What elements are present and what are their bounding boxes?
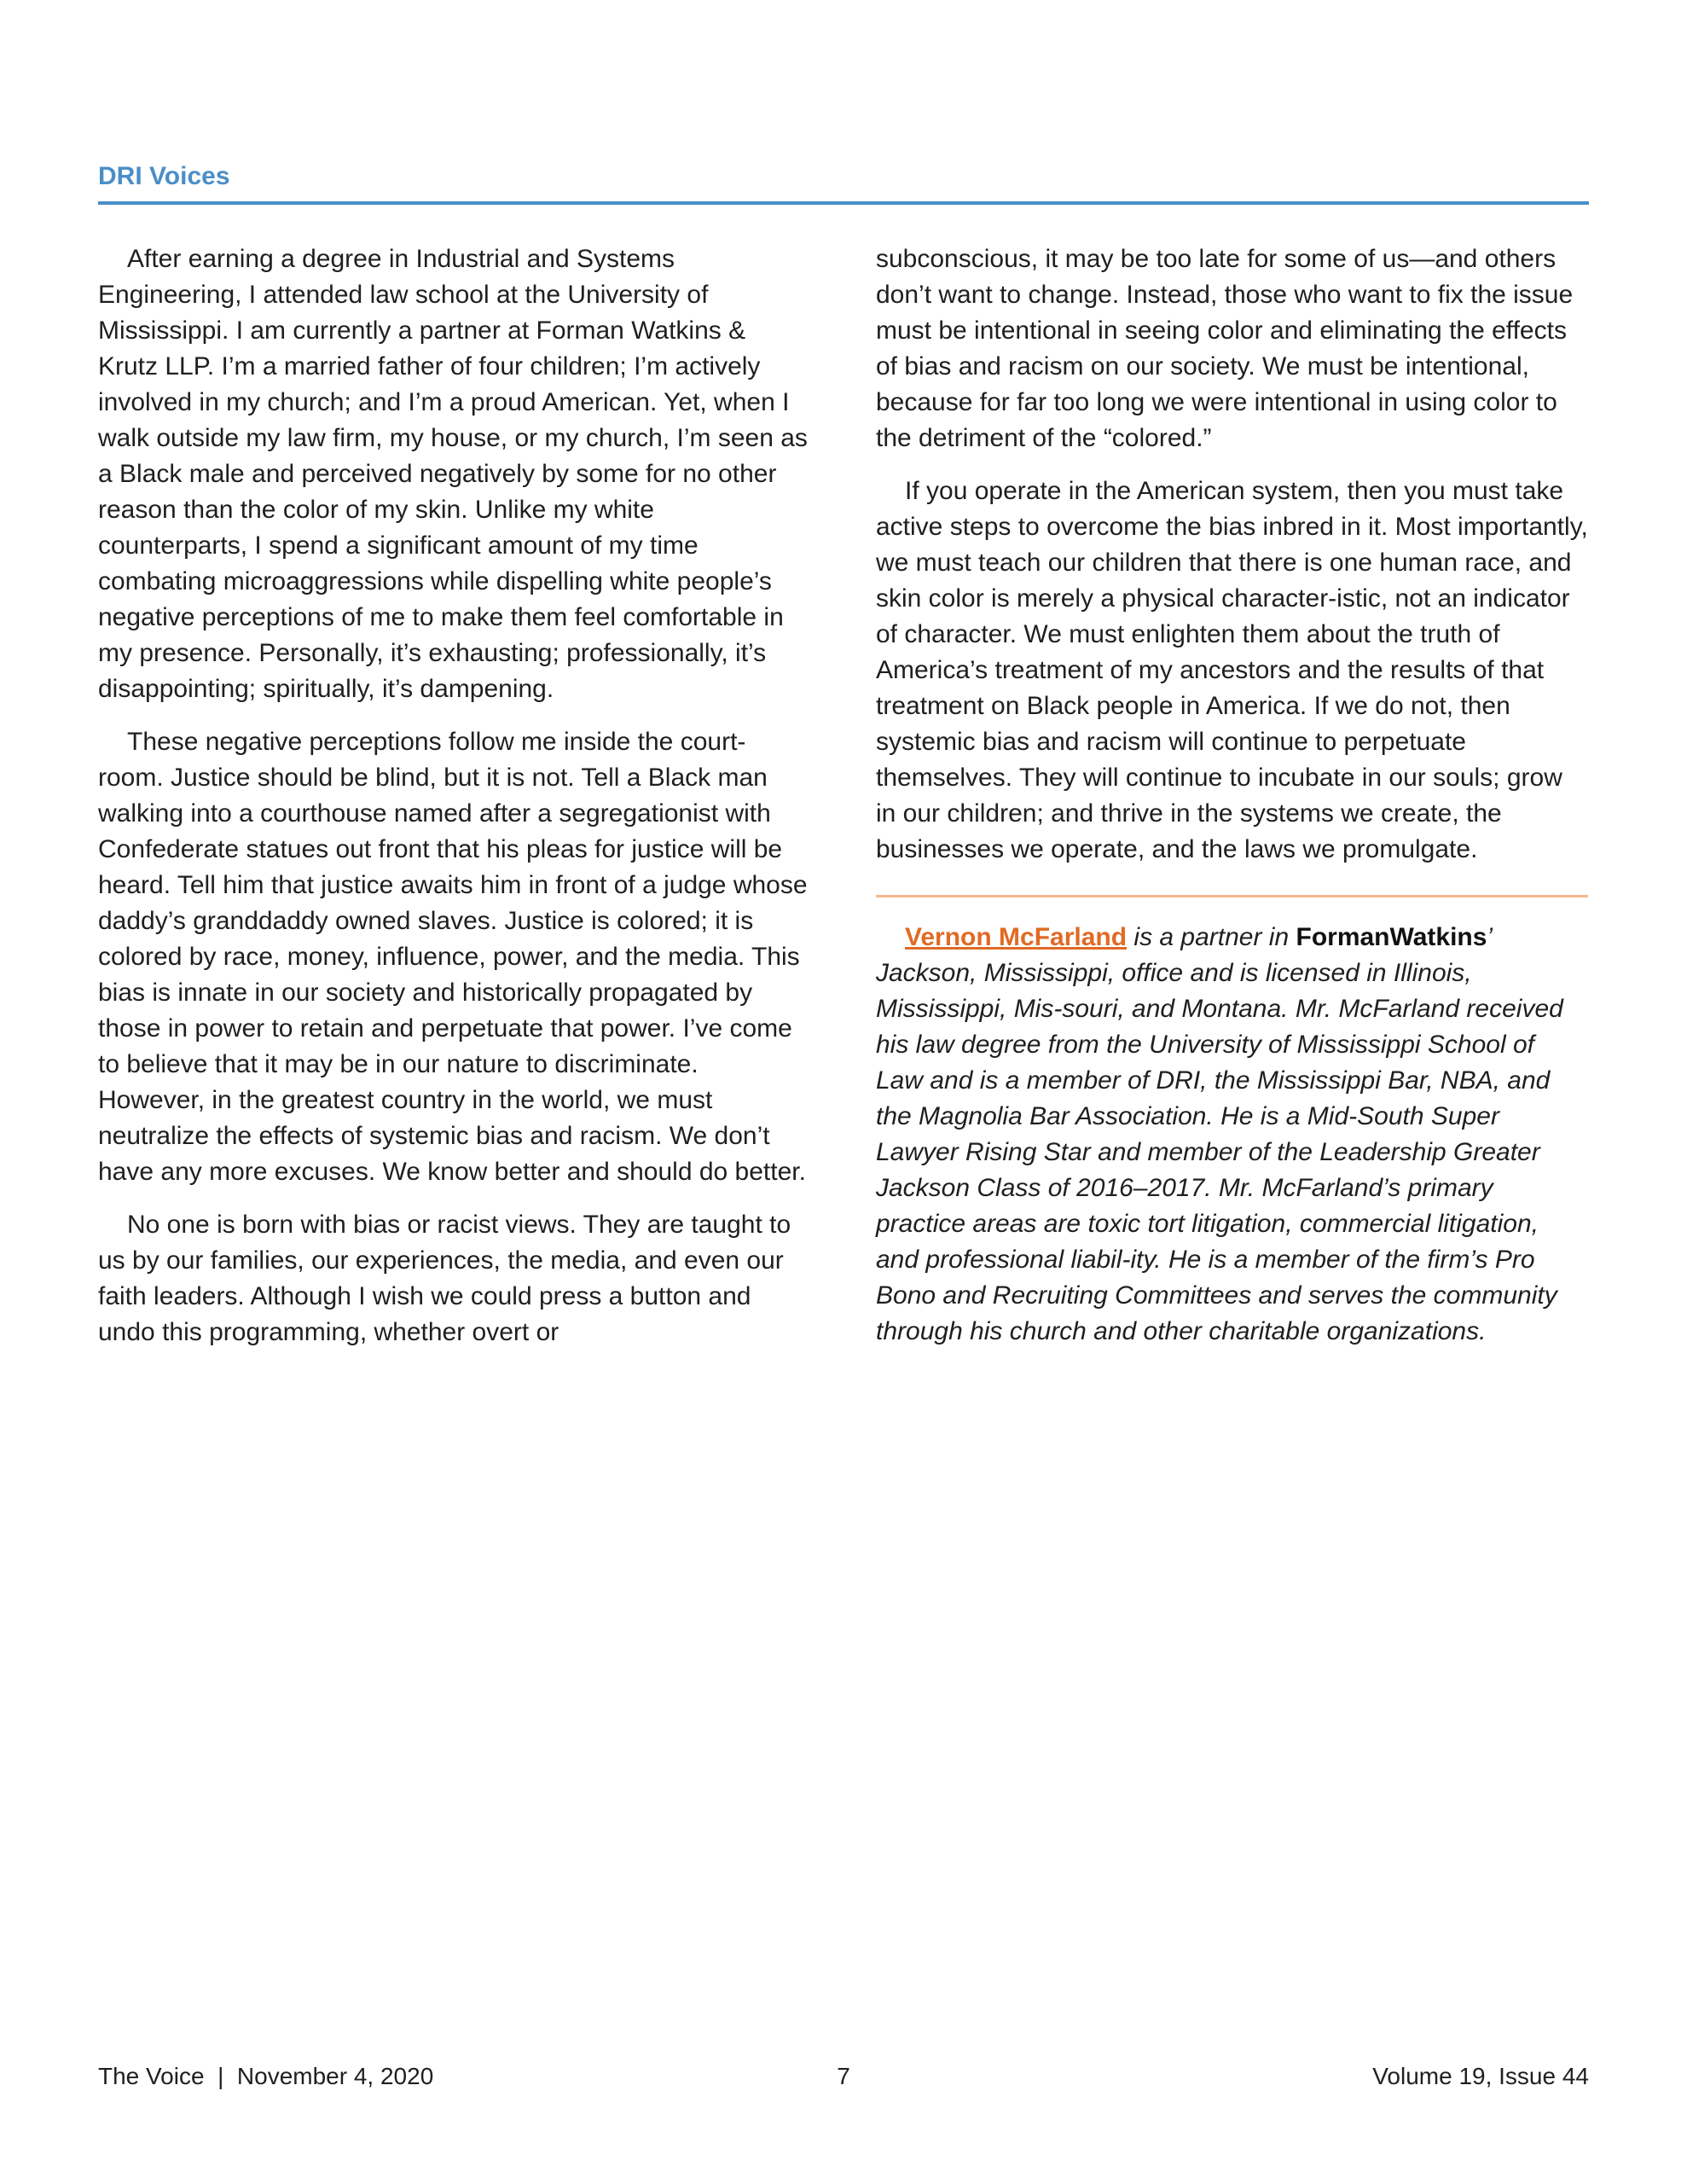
section-label: DRI Voices <box>98 162 230 190</box>
paragraph: After earning a degree in Industrial and Systems Engineering, I attended law school at the University of Mississippi. I am currently a partner at Forman Watkins & Krutz LLP. I’m a married father of four children; I’m actively involved in my church; and I’m a proud American. Yet, when I walk outside my law firm, my house, or my church, I’m seen as a Black male and perceived negatively by some for no other reason than the color of my skin. Unlike my white counterparts, I spend a significant amount of my time combating microaggressions while dispelling white people’s negative perceptions of me to make them feel comfortable in my presence. Personally, it’s exhausting; professionally, it’s disappointing; spiritually, it’s dampening. <box>98 245 808 703</box>
author-name-link[interactable]: Vernon McFarland <box>905 923 1128 951</box>
footer-volume: Volume 19, Issue 44 <box>1372 2063 1589 2089</box>
page-footer <box>98 2063 1589 2097</box>
author-bio <box>876 920 1588 1350</box>
page-number: 7 <box>837 2063 850 2089</box>
paragraph: These negative perceptions follow me inside the court-room. Justice should be blind, but it is not. Tell a Black man walking into a courthouse named after a segregationist with Confederate statues out front that his pleas for justice will be heard. Tell him that justice awaits him in front of a judge whose daddy’s granddaddy owned slaves. Justice is colored; it is colored by race, money, influence, power, and the media. This bias is innate in our society and historically propagated by those in power to retain and perpetuate that power. I’ve come to believe that it may be in our nature to discriminate. However, in the greatest country in the world, we must neutralize the effects of systemic bias and racism. We don’t have any more excuses. We know better and should do better. <box>98 728 808 1186</box>
firm-name: FormanWatkins <box>1296 923 1487 951</box>
left-column <box>98 241 810 1368</box>
bio-text: is a partner in <box>1127 923 1296 951</box>
right-column <box>876 241 1588 1367</box>
footer-publication: The Voice | November 4, 2020 <box>98 2063 434 2089</box>
paragraph: No one is born with bias or racist views. They are taught to us by our families, our experiences, the media, and even our faith leaders. Although I wish we could press a button and undo this programming, whether overt or <box>98 1211 791 1346</box>
bio-text: ’ Jackson, Mississippi, office and is licensed in Illinois, Mississippi, Mis-souri, and Montana. Mr. McFarland received his law degree from the University of Mississippi School of Law and is a member of DRI, the Mississippi Bar, NBA, and the Magnolia Bar Association. He is a Mid-South Super Lawyer Rising Star and member of the Leadership Greater Jackson Class of 2016–2017. Mr. McFarland’s primary practice areas are toxic tort litigation, commercial litigation, and professional liabil-ity. He is a member of the firm’s Pro Bono and Recruiting Committees and serves the community through his church and other charitable organizations. <box>876 923 1563 1345</box>
paragraph-continuation: subconscious, it may be too late for some of us—and others don’t want to change. Instead, those who want to fix the issue must be intentional in seeing color and eliminating the effects of bias and racism on our society. We must be intentional, because for far too long we were intentional in using color to the detriment of the “colored.” <box>876 245 1574 452</box>
paragraph: If you operate in the American system, then you must take active steps to overcome the bias inbred in it. Most importantly, we must teach our children that there is one human race, and skin color is merely a physical character-istic, not an indicator of character. We must enlighten them about the truth of America’s treatment of my ancestors and the results of that treatment on Black people in America. If we do not, then systemic bias and racism will continue to perpetuate themselves. They will continue to incubate in our souls; grow in our children; and thrive in the systems we create, the businesses we operate, and the laws we promulgate. <box>876 477 1588 863</box>
bio-divider <box>876 895 1588 897</box>
header-divider <box>98 201 1589 205</box>
